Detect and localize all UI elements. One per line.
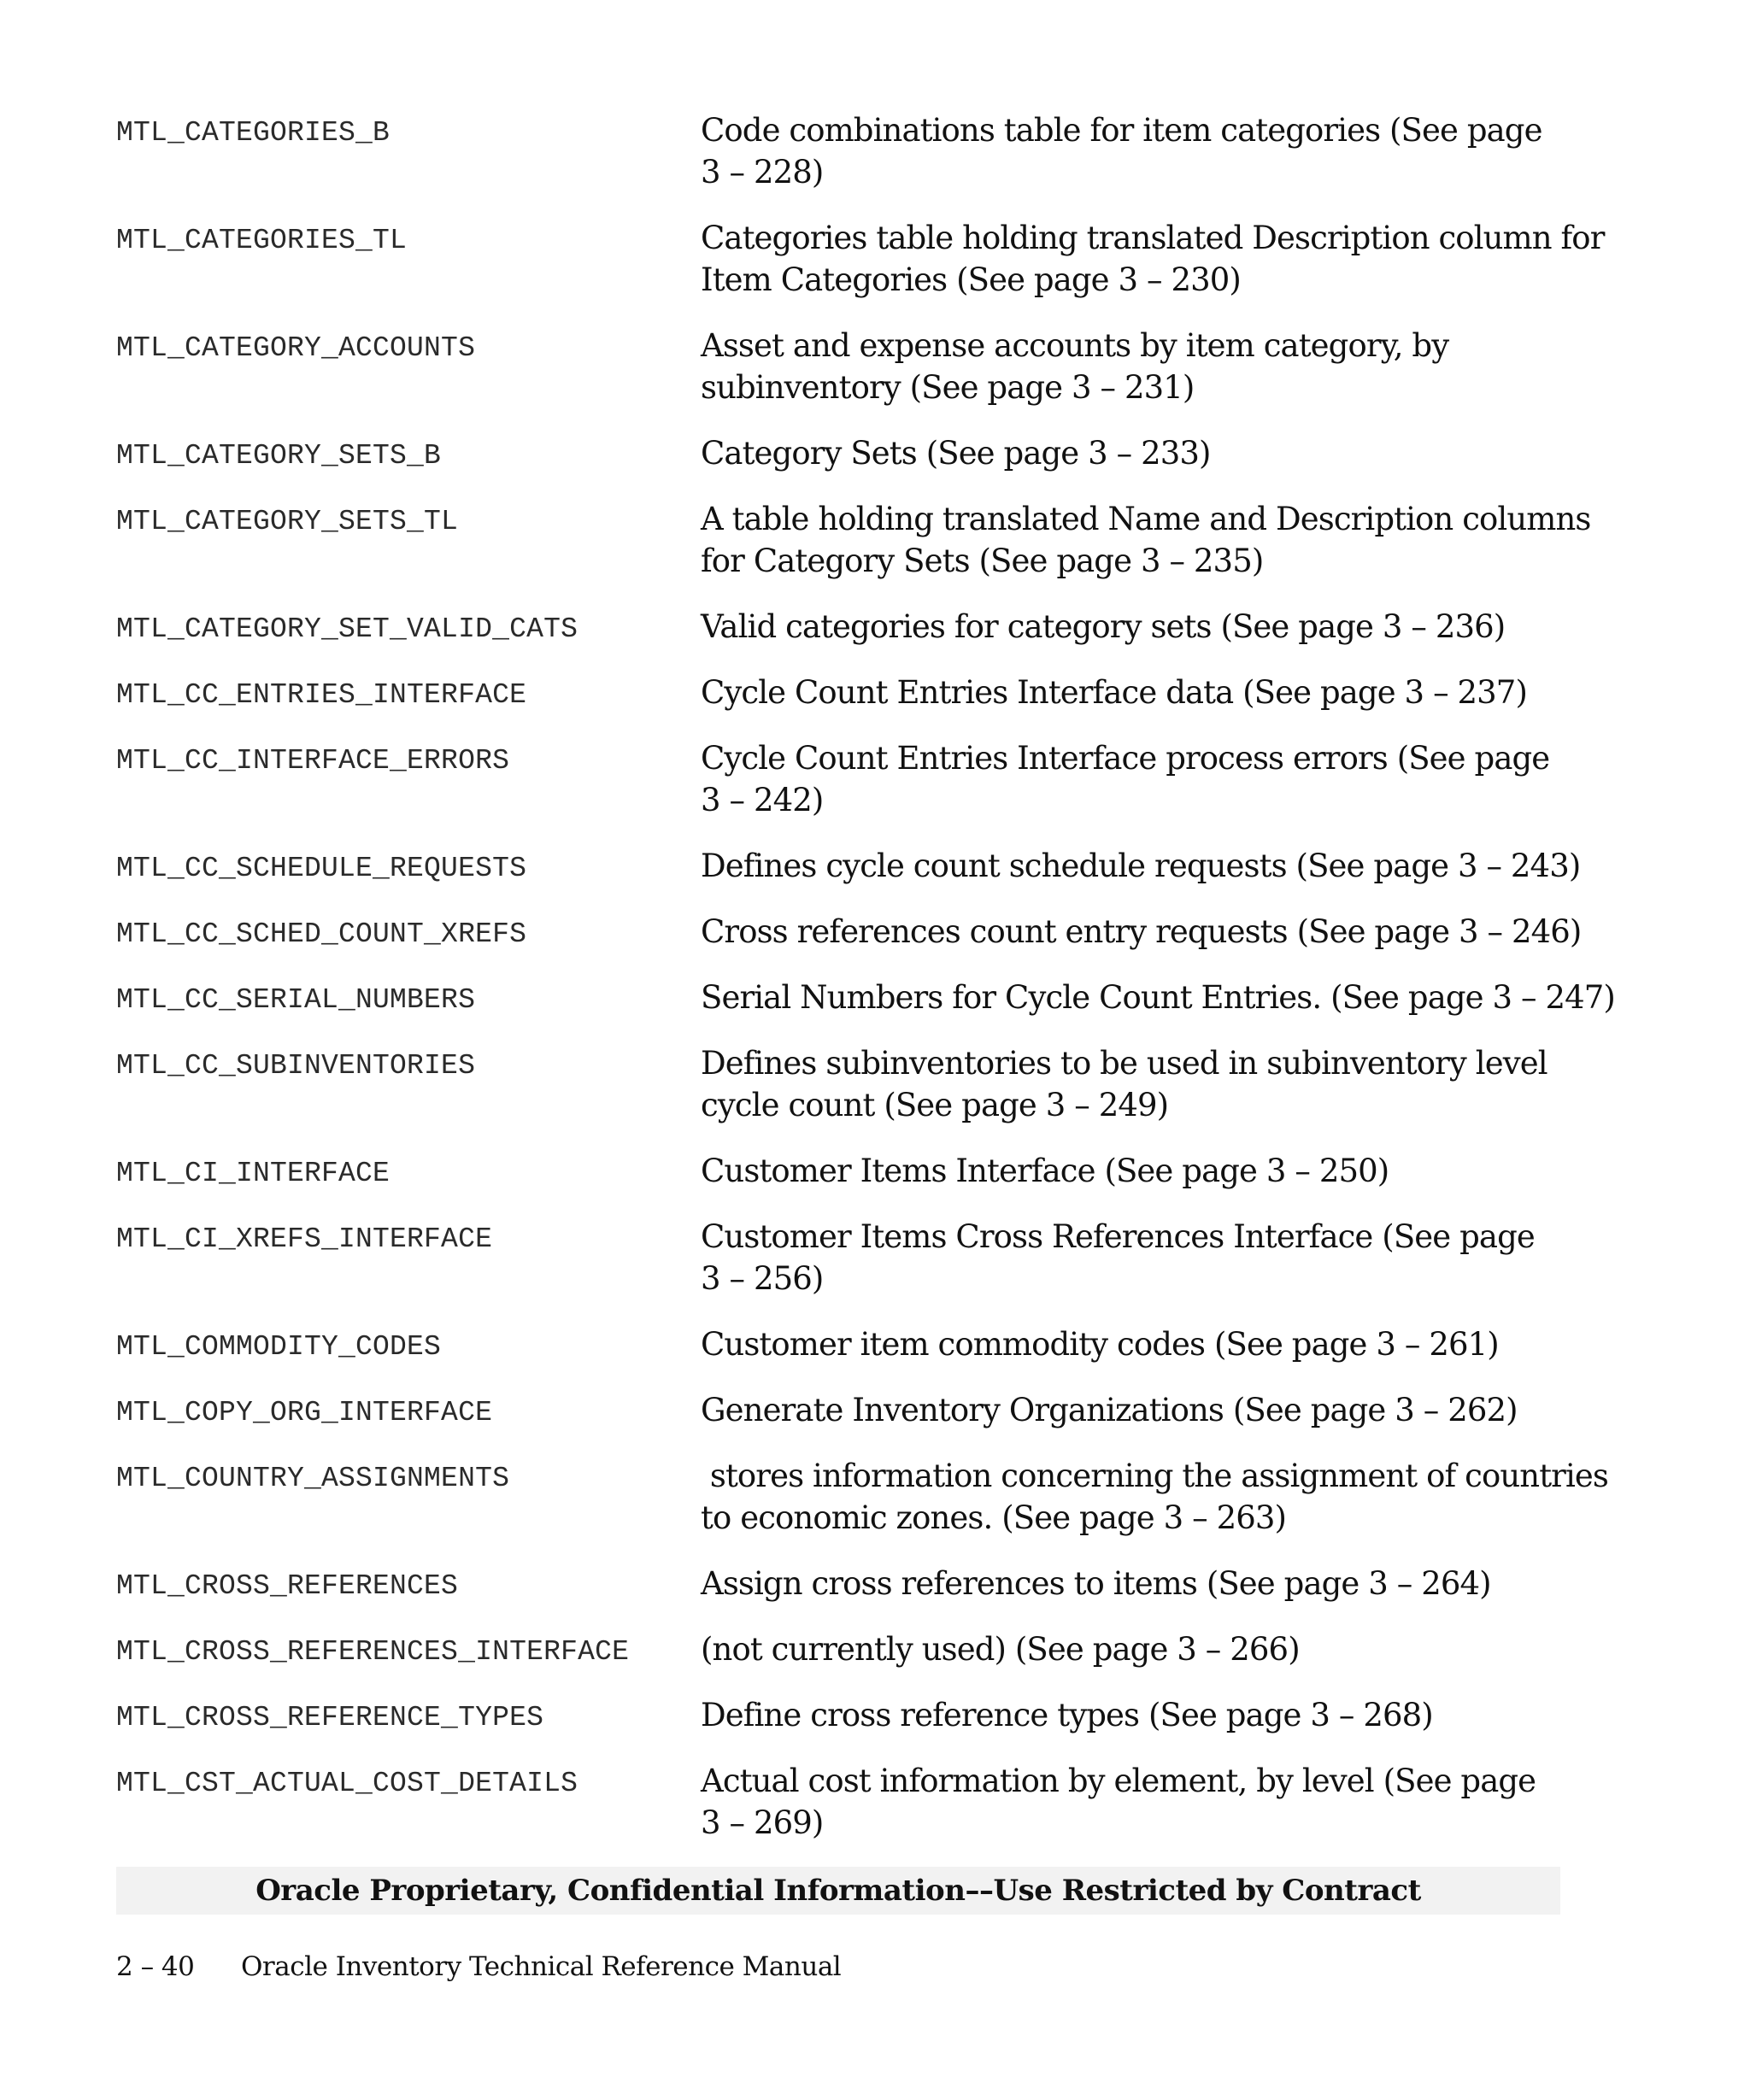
table-name: MTL_CATEGORIES_TL [116,225,408,256]
table-name: MTL_CC_SCHED_COUNT_XREFS [116,918,527,950]
table-description: Categories table holding translated Description column for Item Categories (See page 3 – 230) [701,220,1605,298]
table-description: Customer Items Cross References Interface (See page 3 – 256) [701,1218,1535,1297]
table-description: Customer item commodity codes (See page 3 – 261) [701,1326,1499,1363]
table-name: MTL_CI_INTERFACE [116,1158,391,1189]
table-name: MTL_CC_SCHEDULE_REQUESTS [116,853,527,884]
table-name: MTL_COMMODITY_CODES [116,1331,442,1363]
table-name: MTL_CC_INTERFACE_ERRORS [116,745,510,777]
table-description: Define cross reference types (See page 3 – 268) [701,1697,1433,1733]
table-name: MTL_CROSS_REFERENCES [116,1570,459,1602]
table-name: MTL_CATEGORY_SETS_TL [116,506,459,537]
table-name: MTL_CST_ACTUAL_COST_DETAILS [116,1768,578,1799]
table-description: Serial Numbers for Cycle Count Entries. (See page 3 – 247) [701,979,1615,1016]
table-name: MTL_CI_XREFS_INTERFACE [116,1223,493,1255]
table-description: Defines cycle count schedule requests (See page 3 – 243) [701,848,1581,884]
table-description: Cycle Count Entries Interface process errors (See page 3 – 242) [701,740,1550,818]
table-description: Valid categories for category sets (See page 3 – 236) [701,608,1506,645]
table-description: Generate Inventory Organizations (See page 3 – 262) [701,1392,1518,1428]
table-name: MTL_CATEGORY_ACCOUNTS [116,332,476,364]
table-description: A table holding translated Name and Description columns for Category Sets (See page 3 – 235) [701,501,1591,579]
table-description: Asset and expense accounts by item category, by subinventory (See page 3 – 231) [701,327,1449,406]
manual-title: Oracle Inventory Technical Reference Manual [241,1951,842,1982]
table-name: MTL_CROSS_REFERENCE_TYPES [116,1702,544,1733]
table-description: Defines subinventories to be used in subinventory level cycle count (See page 3 – 249) [701,1045,1547,1123]
table-name: MTL_CATEGORY_SETS_B [116,440,442,472]
table-name: MTL_CC_ENTRIES_INTERFACE [116,679,527,711]
table-name: MTL_CC_SUBINVENTORIES [116,1050,476,1082]
table-description: Category Sets (See page 3 – 233) [701,435,1211,472]
table-description: Cross references count entry requests (See page 3 – 246) [701,913,1582,950]
table-name: MTL_COUNTRY_ASSIGNMENTS [116,1463,510,1494]
table-description: stores information concerning the assignment of countries to economic zones. (See page 3 – 263) [701,1458,1608,1536]
table-name: MTL_CATEGORY_SET_VALID_CATS [116,613,578,645]
table-description: Code combinations table for item categories (See page 3 – 228) [701,112,1542,191]
table-description: (not currently used) (See page 3 – 266) [701,1631,1300,1668]
table-description: Customer Items Interface (See page 3 – 250) [701,1153,1389,1189]
table-name: MTL_CATEGORIES_B [116,117,391,149]
page-number: 2 – 40 [116,1951,195,1982]
table-name: MTL_COPY_ORG_INTERFACE [116,1397,493,1428]
confidentiality-banner: Oracle Proprietary, Confidential Information––Use Restricted by Contract [116,1867,1560,1915]
table-name: MTL_CC_SERIAL_NUMBERS [116,984,476,1016]
table-description: Assign cross references to items (See page 3 – 264) [701,1565,1491,1602]
table-description: Actual cost information by element, by level (See page 3 – 269) [701,1763,1536,1841]
table-description: Cycle Count Entries Interface data (See page 3 – 237) [701,674,1527,711]
table-name: MTL_CROSS_REFERENCES_INTERFACE [116,1636,630,1668]
